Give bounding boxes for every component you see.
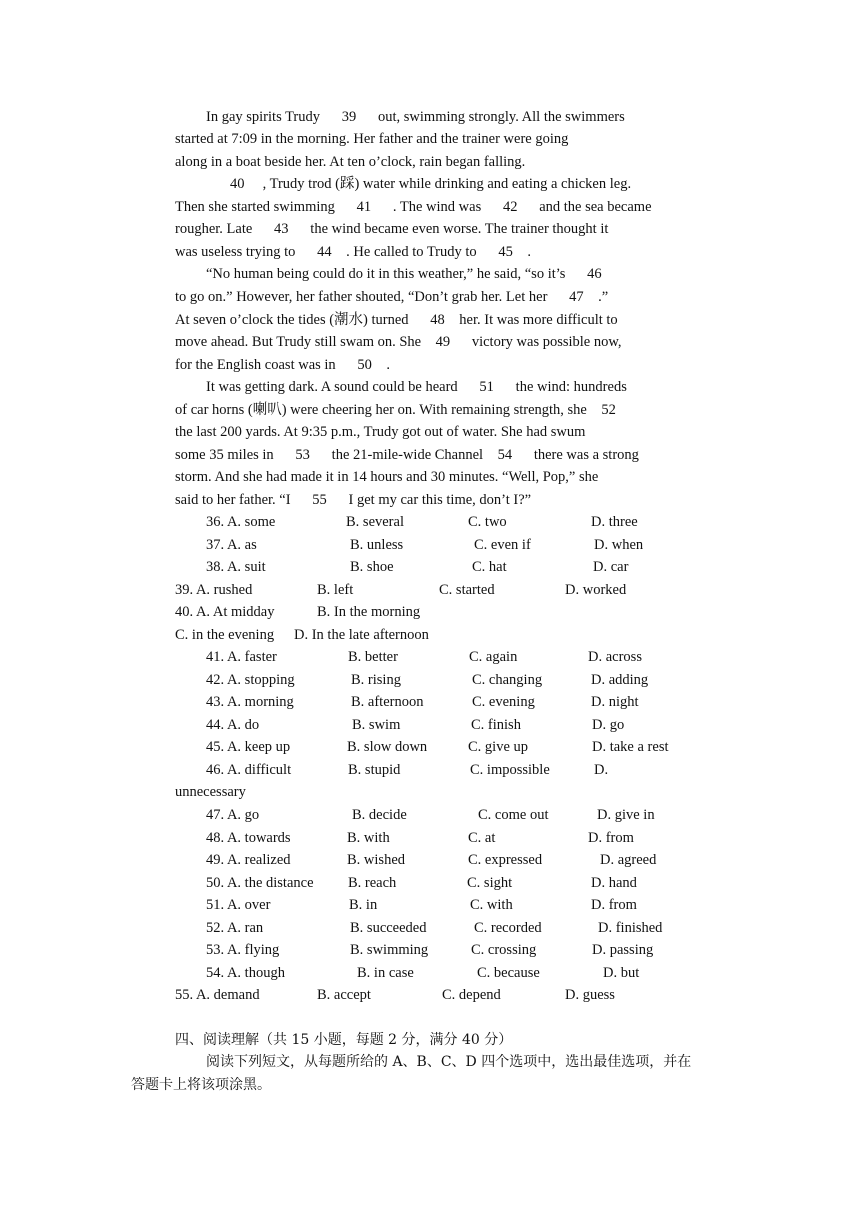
option-c: C. at — [468, 830, 496, 846]
option-b: B. rising — [351, 672, 401, 688]
question-number-option-a: 44. A. do — [206, 717, 260, 733]
option-d: D. finished — [598, 920, 663, 936]
question-number-option-a: 39. A. rushed — [175, 582, 253, 598]
question-number-option-a: 38. A. suit — [206, 559, 266, 575]
option-b: B. reach — [348, 875, 397, 891]
option-d: D. agreed — [600, 852, 657, 868]
question-number-option-a: 55. A. demand — [175, 987, 260, 1003]
passage-line: said to her father. “I 55 I get my car this time, don’t I?” — [175, 492, 532, 508]
question-number-option-a: 42. A. stopping — [206, 672, 295, 688]
option-b: B. slow down — [347, 739, 428, 755]
option-b: B. succeeded — [350, 920, 427, 936]
passage-line: In gay spirits Trudy 39 out, swimming strongly. All the swimmers — [206, 109, 625, 125]
option-d: D. guess — [565, 987, 615, 1003]
option-c: C. finish — [471, 717, 521, 733]
option-d-continued: unnecessary — [175, 784, 246, 800]
passage-line: the last 200 yards. At 9:35 p.m., Trudy got out of water. She had swum — [175, 424, 586, 440]
passage-line: “No human being could do it in this weather,” he said, “so it’s 46 — [206, 266, 602, 282]
passage-line: move ahead. But Trudy still swam on. She 49 victory was possible now, — [175, 334, 622, 350]
question-number-option-a: 43. A. morning — [206, 694, 294, 710]
option-b: B. left — [317, 582, 354, 598]
question-number-option-a: 40. A. At midday — [175, 604, 275, 620]
question-number-option-a: 51. A. over — [206, 897, 271, 913]
passage-line: was useless trying to 44 . He called to Trudy to 45 . — [175, 244, 532, 260]
option-b: B. better — [348, 649, 398, 665]
option-c: C. depend — [442, 987, 501, 1003]
question-number-option-a: 37. A. as — [206, 537, 257, 553]
option-b: B. several — [346, 514, 404, 530]
passage-line: 40 , Trudy trod (踩) water while drinking and eating a chicken leg. — [230, 176, 632, 192]
question-number-option-a: 54. A. though — [206, 965, 285, 981]
option-d: D. from — [591, 897, 637, 913]
option-b: B. accept — [317, 987, 371, 1003]
question-number-option-a: 45. A. keep up — [206, 739, 291, 755]
question-number-option-a: 49. A. realized — [206, 852, 291, 868]
passage-line: It was getting dark. A sound could be heard 51 the wind: hundreds — [206, 379, 627, 395]
option-c: C. two — [468, 514, 507, 530]
option-b: B. decide — [352, 807, 407, 823]
question-number-option-a: 50. A. the distance — [206, 875, 314, 891]
option-d: D. worked — [565, 582, 627, 598]
option-d: D. take a rest — [592, 739, 669, 755]
option-d: D. night — [591, 694, 639, 710]
passage-line: to go on.” However, her father shouted, “Don’t grab her. Let her 47 .” — [175, 289, 609, 305]
passage-line: Then she started swimming 41 . The wind was 42 and the sea became — [175, 199, 652, 215]
option-c: C. sight — [467, 875, 513, 891]
passage-line: of car horns (喇叭) were cheering her on. With remaining strength, she 52 — [175, 402, 616, 418]
option-c: C. in the evening — [175, 627, 275, 643]
option-c: C. hat — [472, 559, 507, 575]
option-d: D. passing — [592, 942, 654, 958]
passage-line: rougher. Late 43 the wind became even worse. The trainer thought it — [175, 221, 609, 237]
option-d: D. three — [591, 514, 638, 530]
option-d: D. car — [593, 559, 629, 575]
option-c: C. even if — [474, 537, 531, 553]
option-d: D. give in — [597, 807, 655, 823]
option-c: C. with — [470, 897, 513, 913]
option-d: D. adding — [591, 672, 649, 688]
option-d: D. hand — [591, 875, 637, 891]
option-c: C. changing — [472, 672, 543, 688]
option-d: D. across — [588, 649, 642, 665]
option-b: B. with — [347, 830, 390, 846]
option-d: D. — [594, 762, 609, 778]
passage-line: for the English coast was in 50 . — [175, 357, 391, 373]
section-instruction-continued: 答题卡上将该项涂黑。 — [131, 1077, 271, 1093]
option-b: B. in — [349, 897, 378, 913]
option-b: B. swimming — [350, 942, 429, 958]
option-c: C. because — [477, 965, 540, 981]
question-number-option-a: 36. A. some — [206, 514, 276, 530]
section-heading: 四、阅读理解（共 15 小题，每题 2 分，满分 40 分） — [175, 1032, 513, 1048]
option-b: B. afternoon — [351, 694, 424, 710]
passage-line: some 35 miles in 53 the 21-mile-wide Channel 54 there was a strong — [175, 447, 639, 463]
option-c: C. started — [439, 582, 495, 598]
section-instruction: 阅读下列短文，从每题所给的 A、B、C、D 四个选项中，选出最佳选项，并在 — [206, 1054, 692, 1070]
option-d: D. In the late afternoon — [294, 627, 429, 643]
option-c: C. recorded — [474, 920, 542, 936]
option-c: C. give up — [468, 739, 529, 755]
option-b: B. stupid — [348, 762, 401, 778]
option-b: B. unless — [350, 537, 404, 553]
passage-line: along in a boat beside her. At ten o’clock, rain began falling. — [175, 154, 526, 170]
option-d: D. from — [588, 830, 634, 846]
option-d: D. go — [592, 717, 625, 733]
option-b: B. wished — [347, 852, 405, 868]
option-d: D. when — [594, 537, 644, 553]
option-c: C. evening — [472, 694, 535, 710]
question-number-option-a: 48. A. towards — [206, 830, 291, 846]
question-number-option-a: 47. A. go — [206, 807, 260, 823]
passage-line: storm. And she had made it in 14 hours and 30 minutes. “Well, Pop,” she — [175, 469, 599, 485]
question-number-option-a: 53. A. flying — [206, 942, 280, 958]
option-b: B. shoe — [350, 559, 394, 575]
question-number-option-a: 41. A. faster — [206, 649, 277, 665]
option-c: C. again — [469, 649, 518, 665]
option-d: D. but — [603, 965, 640, 981]
question-number-option-a: 52. A. ran — [206, 920, 264, 936]
passage-line: At seven o’clock the tides (潮水) turned 48 her. It was more difficult to — [175, 312, 618, 328]
option-c: C. crossing — [471, 942, 537, 958]
passage-line: started at 7:09 in the morning. Her father and the trainer were going — [175, 131, 569, 147]
option-c: C. impossible — [470, 762, 550, 778]
question-number-option-a: 46. A. difficult — [206, 762, 292, 778]
option-b: B. swim — [352, 717, 401, 733]
option-b: B. In the morning — [317, 604, 421, 620]
option-b: B. in case — [357, 965, 414, 981]
option-c: C. come out — [478, 807, 549, 823]
option-c: C. expressed — [468, 852, 543, 868]
